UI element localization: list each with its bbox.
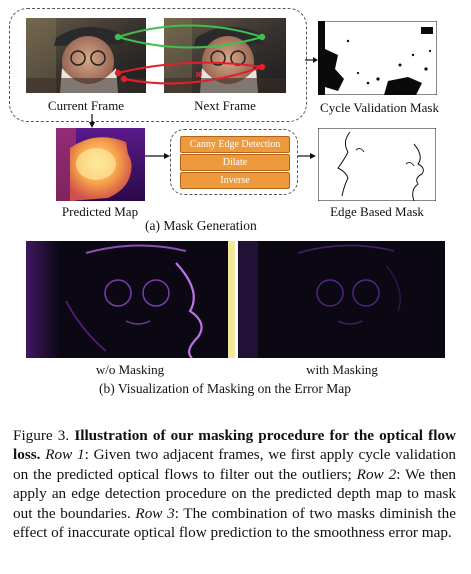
with-masking-label: with Masking [306,362,378,377]
op-dilate: Dilate [180,154,290,171]
red-flow-arc-bottom [124,67,262,83]
red-mismatch-cross [196,72,201,77]
without-masking-label: w/o Masking [95,362,165,377]
subcaption-b: (b) Visualization of Masking on the Error Map [99,381,352,396]
caption-row3-label: Row 3 [135,504,175,522]
caption-row3-text: : The combination of two masks diminish the effect of inaccurate optical flow prediction to the smoothness error map. [13,504,456,542]
green-point-current [115,34,121,40]
error-map-with-masking [238,241,445,358]
caption-row2-label: Row 2 [356,465,397,483]
green-point-next [259,34,265,40]
caption-row1-text: : Given two adjacent frames, we first apply cycle validation on the predicted optical flows to filter out the outliers; [13,446,457,483]
op-canny-edge-detection: Canny Edge Detection [180,136,290,153]
error-map-without-masking [26,241,235,358]
caption-row2-text: : We then apply an edge detection procedure on the predicted depth map to mask out the boundaries. [13,465,457,522]
next-frame-label: Next Frame [194,98,256,113]
caption-row1-label: Row 1 [45,446,85,464]
red-point-next [259,64,265,70]
red-point-current-a [115,70,121,76]
red-point-current-b [121,76,127,82]
predicted-depth-map-image [56,128,145,201]
figure-caption [13,426,456,542]
cycle-validation-mask-image [318,21,437,95]
green-flow-arc-bottom [118,37,262,48]
current-frame-label: Current Frame [47,98,125,113]
caption-title: Illustration of our masking procedure for the optical flow loss. [13,427,457,464]
subcaption-a: (a) Mask Generation [145,218,257,233]
cycle-validation-mask-label: Cycle Validation Mask [320,100,439,115]
red-flow-arc-top [118,63,262,73]
op-inverse: Inverse [180,172,290,189]
edge-based-mask-label: Edge Based Mask [330,204,424,219]
green-flow-arc-top [118,26,262,38]
edge-based-mask-image [318,128,436,201]
predicted-map-label: Predicted Map [61,204,139,219]
caption-figure-number: Figure 3. [13,427,70,444]
